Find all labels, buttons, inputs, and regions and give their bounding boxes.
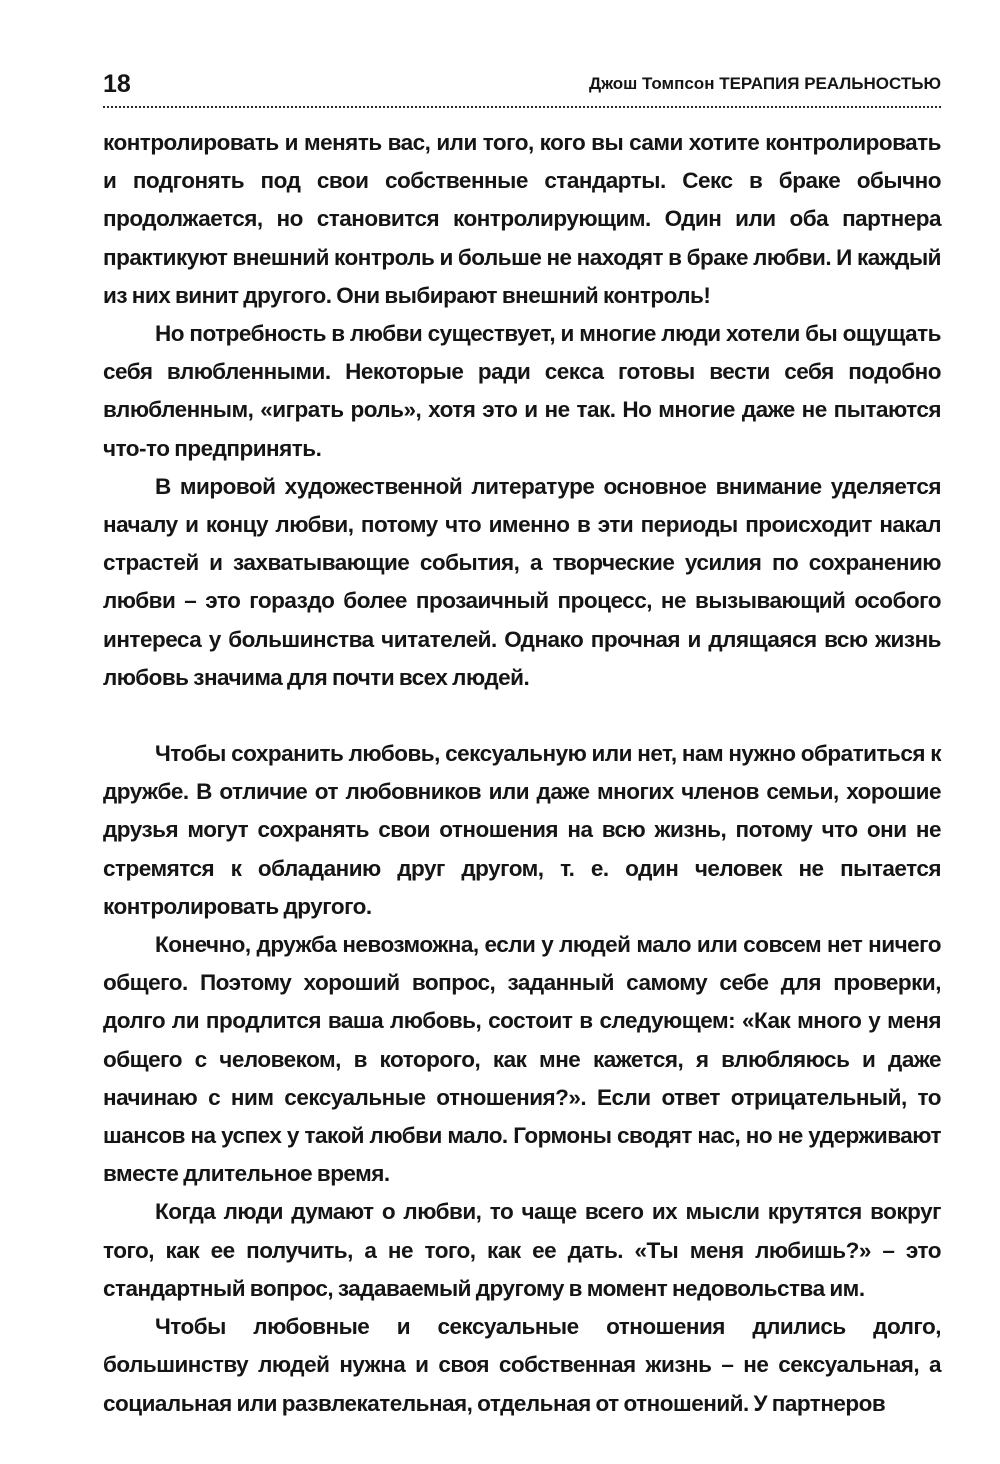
running-title-book: ТЕРАПИЯ РЕАЛЬНОСТЬЮ	[719, 74, 941, 93]
paragraph-1: контролировать и менять вас, или того, кого вы сами хотите контролировать и подгонять под свои собственные стандарты. Секс в браке обычно продолжается, но становится контролирующим. Один или оба партнера практикуют внешний контроль и больше не находят в браке любви. И каждый из них винит другого. Они выбирают внешний контроль!	[103, 130, 941, 308]
body-text	[103, 124, 941, 1423]
book-page	[103, 58, 941, 1423]
paragraph-2: Но потребность в любви существует, и многие люди хотели бы ощущать себя влюбленными. Некоторые ради секса готовы вести себя подобно влюбленным, «играть роль», хотя это и не так. Но многие даже не пытаются что-то предпринять.	[103, 321, 941, 461]
paragraph-5: Конечно, дружба невозможна, если у людей мало или совсем нет ничего общего. Поэтому хороший вопрос, заданный самому себе для проверки, долго ли продлится ваша любовь, состоит в следующем: «Как много у меня общего с человеком, в которого, как мне кажется, я влюбляюсь и даже начинаю с ним сексуальные отношения?». Если ответ отрицательный, то шансов на успех у такой любви мало. Гормоны сводят нас, но не удерживают вместе длительное время.	[103, 932, 941, 1187]
paragraph-7: Чтобы любовные и сексуальные отношения длились долго, большинству людей нужна и своя собственная жизнь – не сексуальная, а социальная или развлекательная, отдельная от отношений. У партнеров	[103, 1314, 941, 1416]
page-header	[103, 58, 941, 108]
paragraph-3: В мировой художественной литературе основное внимание уделяется началу и концу любви, потому что именно в эти периоды происходит накал страстей и захватывающие события, а творческие усилия по сохранению любви – это гораздо более прозаичный процесс, не вызывающий особого интереса у большинства читателей. Однако прочная и длящаяся всю жизнь любовь значима для почти всех людей.	[103, 473, 941, 690]
paragraph-6: Когда люди думают о любви, то чаще всего их мысли крутятся вокруг того, как ее получить, а не того, как ее дать. «Ты меня любишь?» – это стандартный вопрос, задаваемый другому в момент недовольства им.	[103, 1199, 941, 1301]
running-title-author: Джош Томпсон	[589, 74, 715, 93]
paragraph-4: Чтобы сохранить любовь, сексуальную или нет, нам нужно обратиться к дружбе. В отличие от любовников или даже многих членов семьи, хорошие друзья могут сохранять свои отношения на всю жизнь, потому что они не стремятся к обладанию друг другом, т. е. один человек не пытается контролировать другого.	[103, 741, 941, 919]
page-number: 18	[103, 70, 131, 98]
running-title	[589, 74, 941, 94]
